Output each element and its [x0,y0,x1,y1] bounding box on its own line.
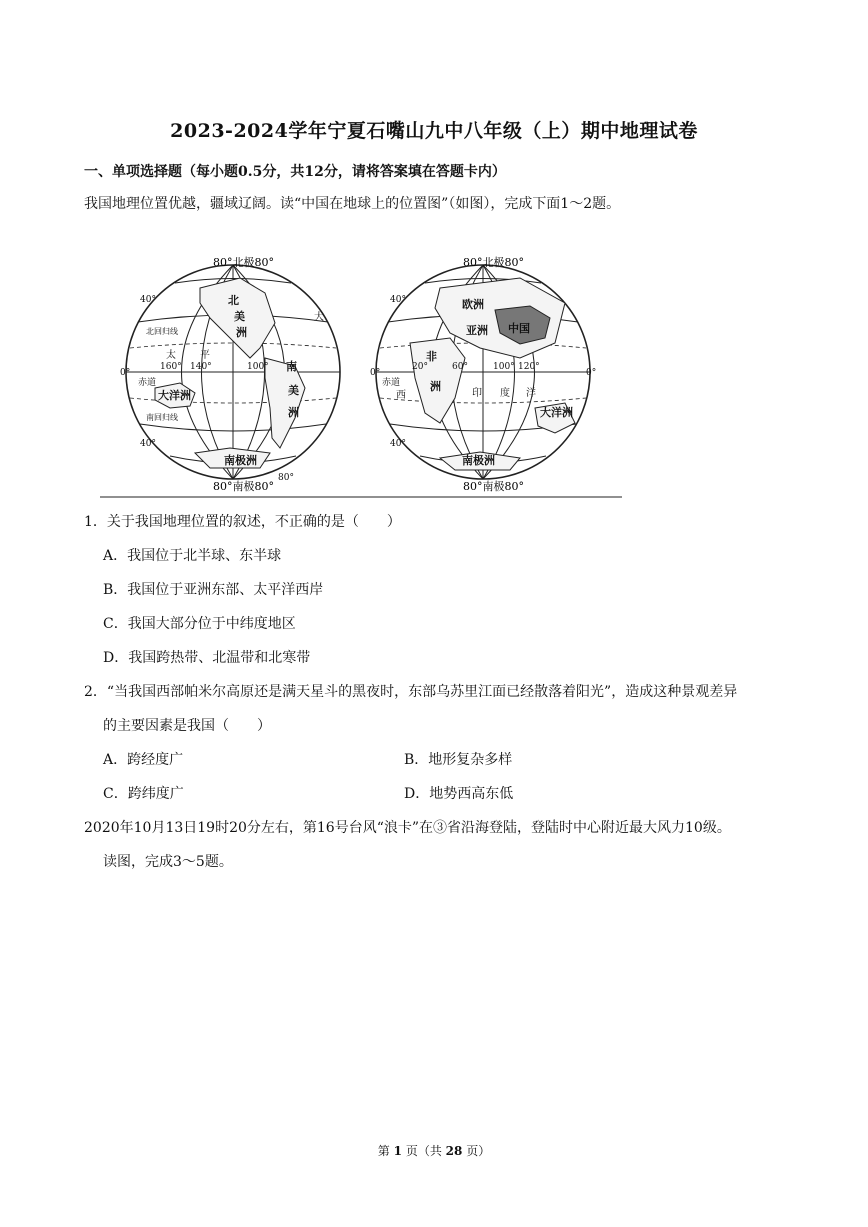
left-label-zhou: 洲 [236,326,247,339]
right-label-china: 中国 [508,322,530,335]
left-label-equator: 赤道 [138,378,157,388]
left-label-tropic-cancer: 北回归线 [146,327,178,336]
q2-option-c: C．跨纬度广 [103,786,184,802]
right-label-asia: 亚洲 [466,324,488,337]
footer-page-number: 1 [393,1144,402,1158]
page-footer [0,1142,868,1159]
right-label-40s: 40° [390,439,406,449]
left-label-nan: 南 [286,360,297,373]
right-label-120: 120° [518,362,540,372]
left-label-zhou2: 洲 [288,406,299,419]
page-title: 2023-2024学年宁夏石嘴山九中八年级（上）期中地理试卷 [170,120,698,142]
left-label-80: 80° [278,473,294,483]
left-label-100: 100° [247,362,269,372]
right-label-zhou: 洲 [430,380,441,393]
left-label-140: 140° [190,362,212,372]
intro-paragraph-2-line1: 2020年10月13日19时20分左右，第16号台风“浪卡”在③省沿海登陆，登陆时中心附近最大风力10级。 [84,820,731,836]
right-label-60: 60° [452,362,468,372]
right-label-fei: 非 [426,350,437,363]
left-south-pole-label: 80°南极80° [213,480,274,493]
right-label-xi: 西 [396,390,406,401]
right-label-20: 20° [412,362,428,372]
right-label-yang: 洋 [526,388,536,399]
right-north-pole-label: 80°北极80° [463,256,524,269]
footer-prefix: 第 [377,1144,390,1158]
left-label-0: 0° [120,368,131,378]
right-label-0a: 0° [370,368,381,378]
right-south-pole-label: 80°南极80° [463,480,524,493]
q1-option-c: C．我国大部分位于中纬度地区 [103,616,296,632]
left-north-pole-label: 80°北极80° [213,256,274,269]
right-label-0b: 0° [586,368,597,378]
left-label-da: 大 [314,312,324,323]
q1-option-b: B．我国位于亚洲东部、太平洋西岸 [103,582,324,598]
q2-option-d: D．地势西高东低 [404,786,514,802]
left-label-bei: 北 [228,294,239,307]
q1-stem: 1．关于我国地理位置的叙述，不正确的是（ ） [84,514,401,530]
right-label-equator: 赤道 [382,378,401,388]
intro-paragraph-1: 我国地理位置优越，疆域辽阔。读“中国在地球上的位置图”（如图），完成下面1～2题。 [84,196,621,212]
left-label-tai: 太 [166,350,176,361]
q2-stem-line2: 的主要因素是我国（ ） [103,718,271,734]
right-label-40n: 40° [390,295,406,305]
footer-middle: 页（共 [405,1144,442,1158]
left-label-oceania: 大洋洲 [158,389,191,402]
q2-stem-line1: 2．“当我国西部帕米尔高原还是满天星斗的黑夜时，东部乌苏里江面已经散落着阳光”，造成这种景观差异 [84,684,738,700]
q1-option-a: A．我国位于北半球、东半球 [103,548,282,564]
right-label-antarctica: 南极洲 [462,454,495,467]
q2-option-a: A．跨经度广 [103,752,184,768]
left-label-40n: 40° [140,295,156,305]
footer-suffix: 页） [466,1144,491,1158]
left-label-mei: 美 [234,310,245,323]
q1-option-d: D．我国跨热带、北温带和北寒带 [103,650,311,666]
globe-figure [100,248,630,500]
left-label-mei2: 美 [288,384,299,397]
q2-option-b: B．地形复杂多样 [404,752,513,768]
section-heading: 一、单项选择题（每小题0.5分，共12分，请将答案填在答题卡内） [84,164,506,180]
left-label-tropic-capricorn: 南回归线 [146,413,178,422]
footer-total-pages: 28 [445,1144,463,1158]
left-label-antarctica: 南极洲 [224,454,257,467]
right-label-100: 100° [493,362,515,372]
right-label-du: 度 [500,388,510,399]
right-label-europe: 欧洲 [462,298,484,311]
right-label-yin: 印 [472,388,482,399]
left-label-ping: 平 [200,350,210,361]
left-label-40s: 40° [140,439,156,449]
left-label-160: 160° [160,362,182,372]
right-label-oceania: 大洋洲 [540,406,573,419]
intro-paragraph-2-line2: 读图，完成3～5题。 [103,854,233,870]
